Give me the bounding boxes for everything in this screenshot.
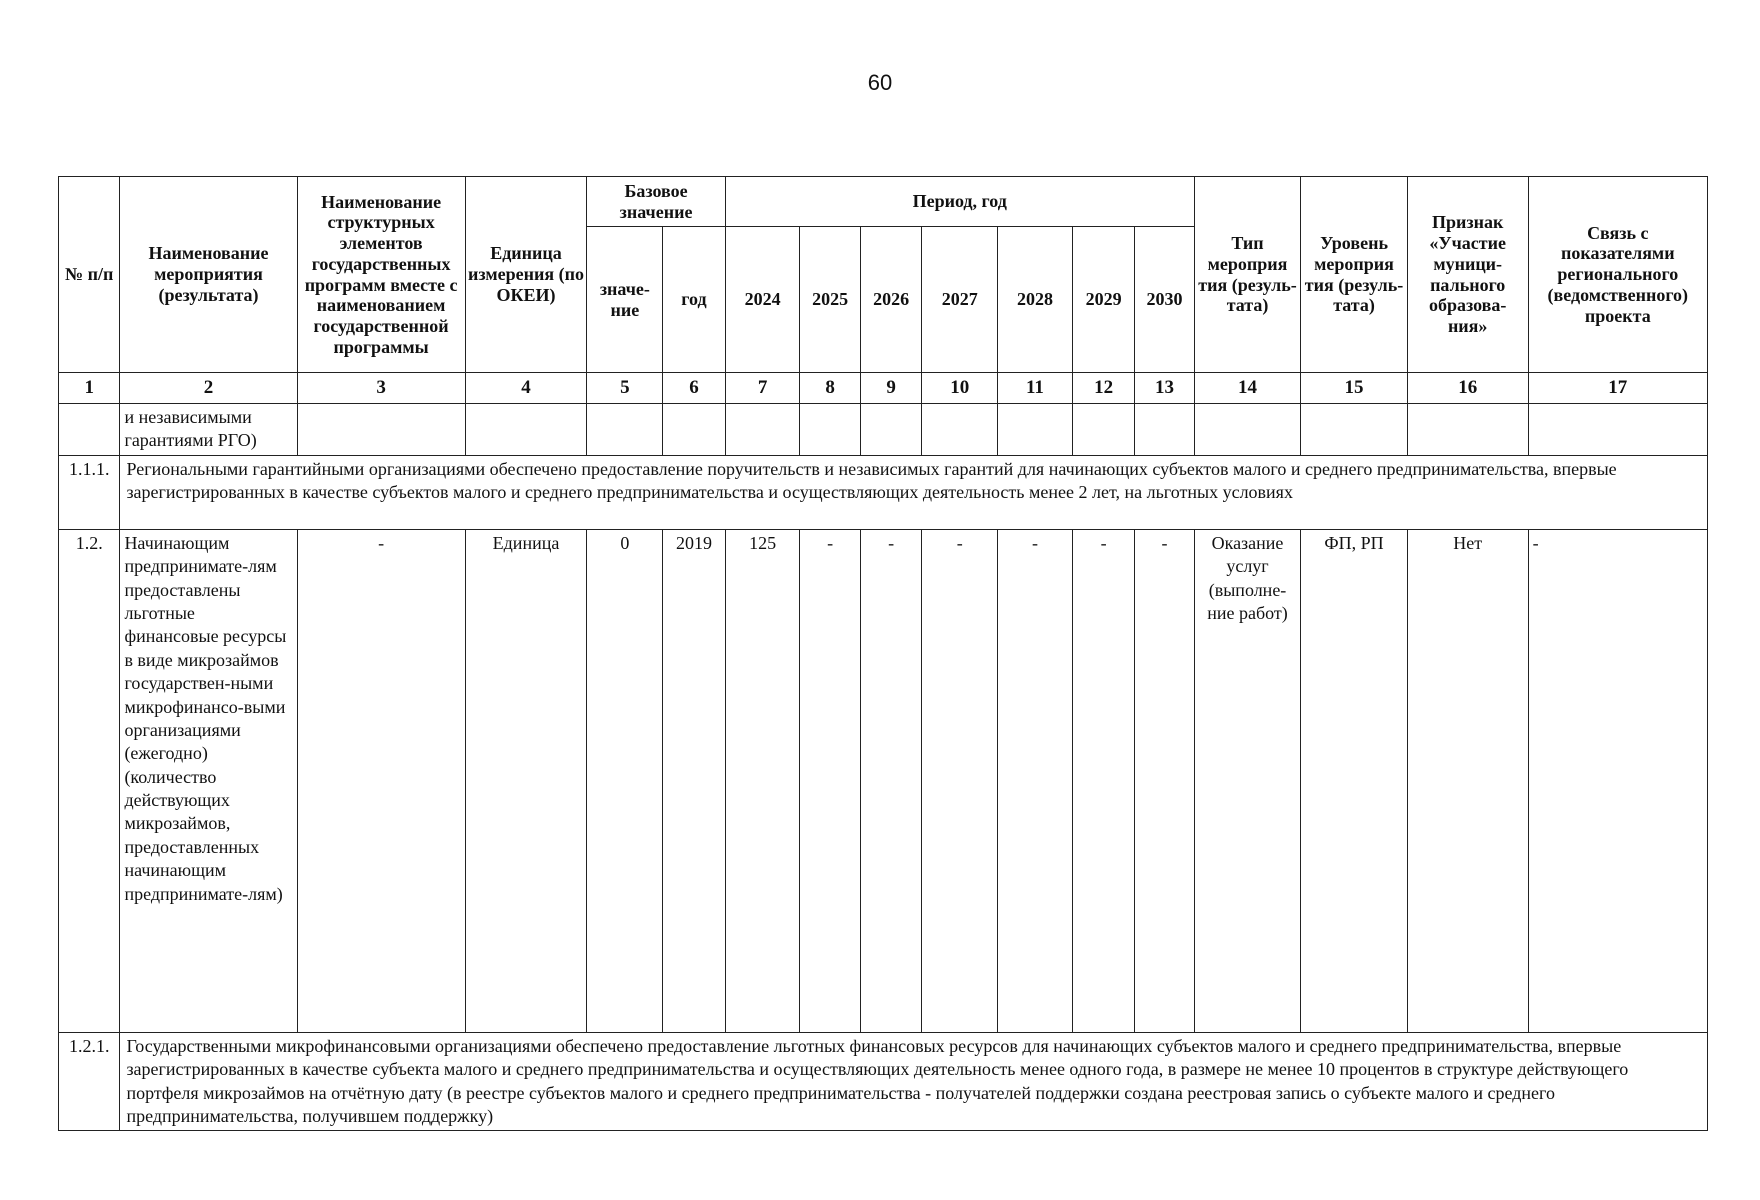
column-number: 12 <box>1072 373 1134 404</box>
column-number: 7 <box>725 373 800 404</box>
header-year: 2024 <box>725 227 800 373</box>
column-number: 5 <box>587 373 663 404</box>
measure-level: ФП, РП <box>1301 529 1408 1032</box>
project-link: - <box>1528 529 1707 1032</box>
value-2026: - <box>860 529 921 1032</box>
row-continuation-name: и независимыми гарантиями РГО) <box>120 404 297 456</box>
column-number: 17 <box>1528 373 1707 404</box>
table-row <box>59 455 1708 529</box>
table-row <box>59 529 1708 1032</box>
header-base-value: значе-ние <box>587 227 663 373</box>
header-type: Тип мероприя тия (резуль-тата) <box>1194 177 1301 373</box>
header-name: Наименование мероприятия (результата) <box>120 177 297 373</box>
header-year: 2027 <box>922 227 998 373</box>
value-2027: - <box>922 529 998 1032</box>
column-number: 11 <box>998 373 1073 404</box>
row-number: 1.2. <box>59 529 120 1032</box>
header-year: 2030 <box>1135 227 1194 373</box>
column-number: 9 <box>860 373 921 404</box>
table-row <box>59 1032 1708 1130</box>
unit: Единица <box>465 529 587 1032</box>
header-year: 2025 <box>800 227 860 373</box>
header-year: 2029 <box>1072 227 1134 373</box>
measure-name: Начинающим предпринимате-лям предоставлены льготные финансовые ресурсы в виде микрозаймов государствен-ными микрофинансо-выми организациями (ежегодно) (количество действующих микрозаймов, предоставленных начинающим предпринимате-лям) <box>120 529 297 1032</box>
municipal-sign: Нет <box>1407 529 1528 1032</box>
row-number: 1.1.1. <box>59 455 120 529</box>
table-row <box>59 404 1708 456</box>
header-level: Уровень мероприя тия (резуль-тата) <box>1301 177 1408 373</box>
column-number: 14 <box>1194 373 1301 404</box>
row-description: Региональными гарантийными организациями обеспечено предоставление поручительств и независимых гарантий для начинающих субъектов малого и среднего предпринимательства, впервые зарегистрированных в качестве субъектов малого и среднего предпринимательства и осуществляющих деятельность менее 2 лет, на льготных условиях <box>120 455 1708 529</box>
column-number: 6 <box>663 373 725 404</box>
header-year: 2028 <box>998 227 1073 373</box>
value-2030: - <box>1135 529 1194 1032</box>
column-number: 1 <box>59 373 120 404</box>
column-number: 3 <box>297 373 465 404</box>
column-number: 13 <box>1135 373 1194 404</box>
column-number: 8 <box>800 373 860 404</box>
row-description: Государственными микрофинансовыми организациями обеспечено предоставление льготных финансовых ресурсов для начинающих субъектов малого и среднего предпринимательства, впервые зарегистрированных в качестве субъекта малого и среднего предпринимательства и осуществляющих деятельность менее одного года, в размере не менее 10 процентов в структуре действующего портфеля микрозаймов на отчётную дату (в реестре субъектов малого и среднего предпринимательства - получателей поддержки создана реестровая запись о субъекте малого и среднего предпринимательства, получившем поддержку) <box>120 1032 1708 1130</box>
value-2028: - <box>998 529 1073 1032</box>
column-number: 15 <box>1301 373 1408 404</box>
header-period: Период, год <box>725 177 1194 227</box>
column-number: 4 <box>465 373 587 404</box>
header-no: № п/п <box>59 177 120 373</box>
value-2024: 125 <box>725 529 800 1032</box>
value-2029: - <box>1072 529 1134 1032</box>
structural-elements: - <box>297 529 465 1032</box>
column-number: 16 <box>1407 373 1528 404</box>
measures-table <box>58 176 1708 1131</box>
base-value: 0 <box>587 529 663 1032</box>
header-unit: Единица измерения (по ОКЕИ) <box>465 177 587 373</box>
header-base-year: год <box>663 227 725 373</box>
header-base: Базовое значение <box>587 177 725 227</box>
measure-type: Оказание услуг (выполне-ние работ) <box>1194 529 1301 1032</box>
header-link: Связь с показателями регионального (ведомственного) проекта <box>1528 177 1707 373</box>
column-number: 10 <box>922 373 998 404</box>
column-number: 2 <box>120 373 297 404</box>
row-number: 1.2.1. <box>59 1032 120 1130</box>
header-year: 2026 <box>860 227 921 373</box>
header-structural: Наименование структурных элементов государственных программ вместе с наименованием государственной программы <box>297 177 465 373</box>
value-2025: - <box>800 529 860 1032</box>
base-year: 2019 <box>663 529 725 1032</box>
header-sign: Признак «Участие муници-пального образова-ния» <box>1407 177 1528 373</box>
page-number: 60 <box>867 70 893 95</box>
